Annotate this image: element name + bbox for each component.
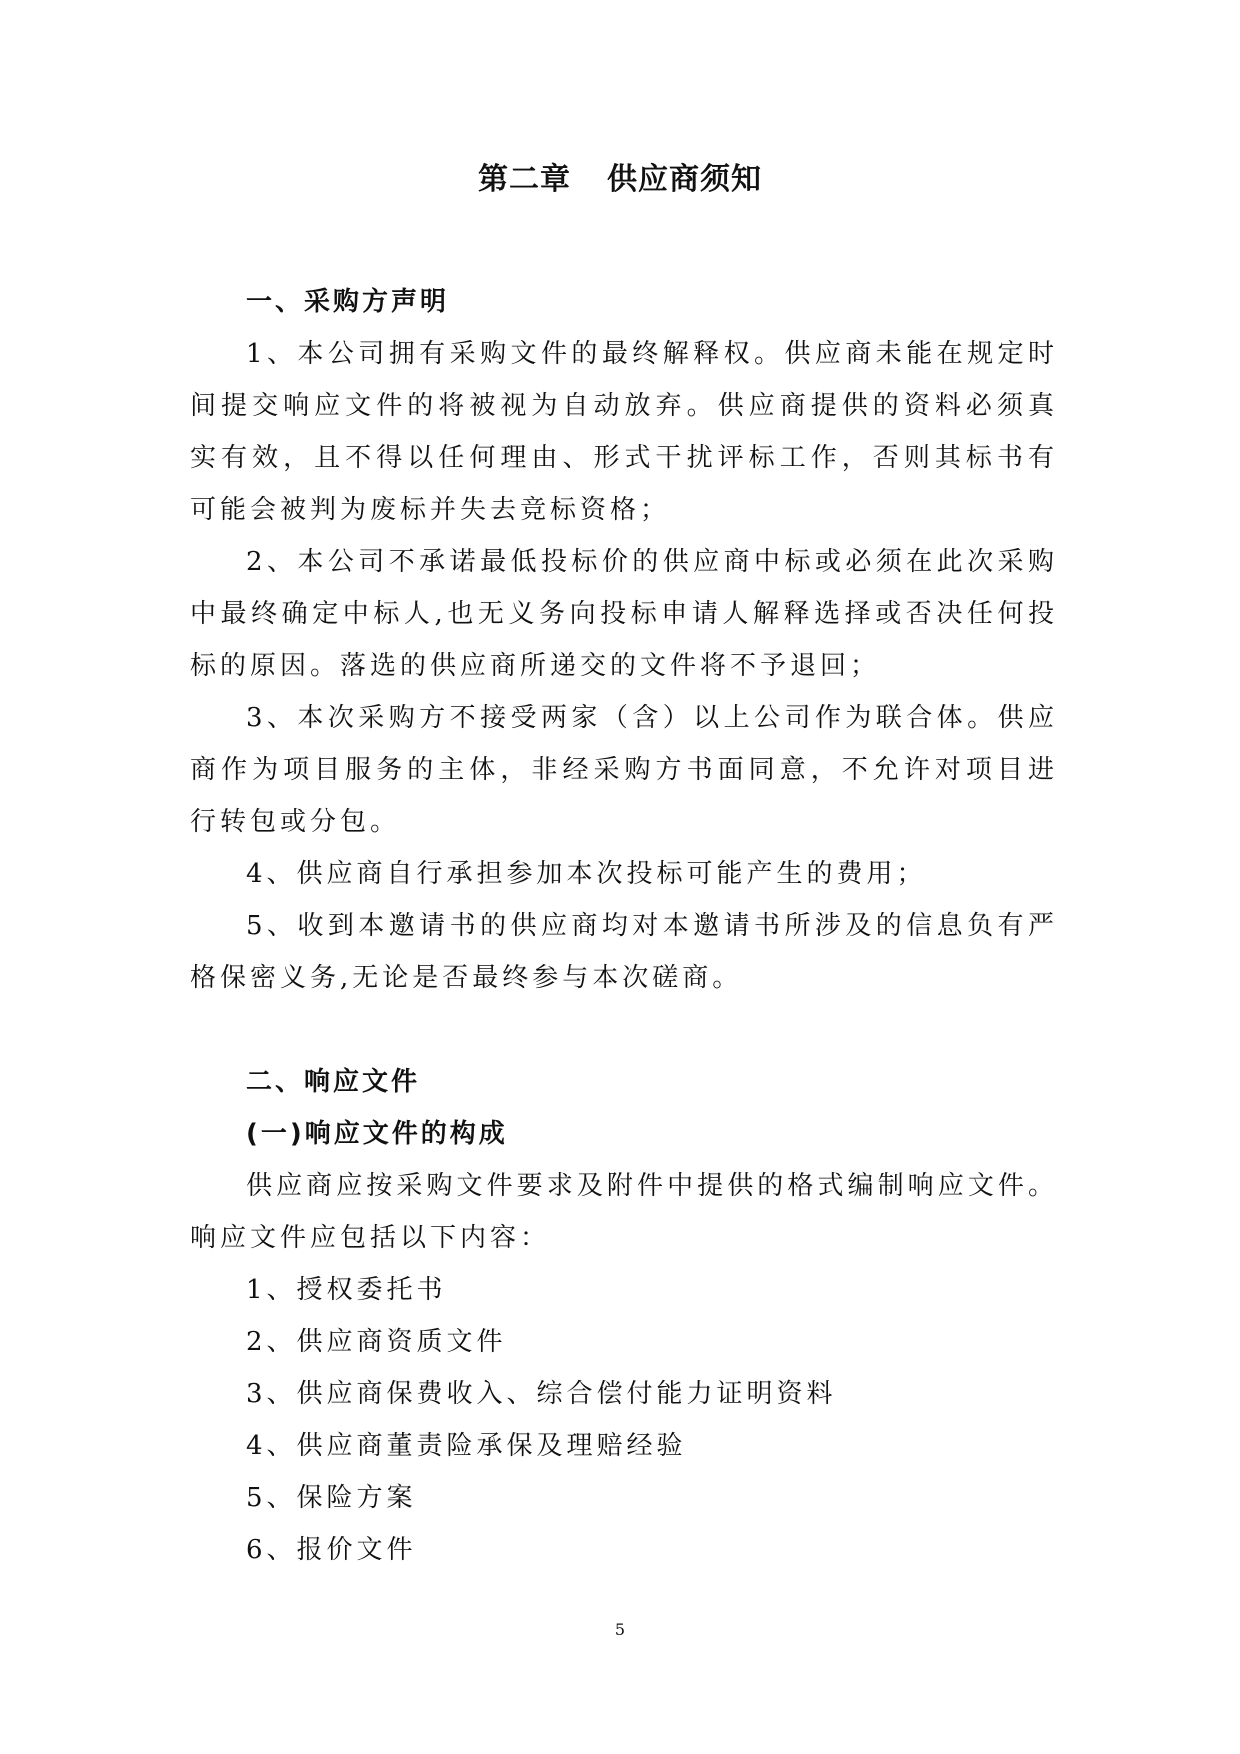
- section-gap: [190, 1004, 1058, 1056]
- chapter-name: 供应商须知: [607, 162, 762, 197]
- subsection-heading-composition: (一)响应文件的构成: [246, 1119, 508, 1149]
- list-item-document-3: 3、供应商保费收入、综合偿付能力证明资料: [246, 1379, 837, 1409]
- section-heading-purchaser-statement: 一、采购方声明: [246, 287, 450, 317]
- list-item-document-5: 5、保险方案: [246, 1483, 417, 1513]
- document-body: [190, 276, 1058, 1576]
- chapter-number: 第二章: [478, 162, 571, 197]
- list-item-document-1: 1、授权委托书: [246, 1275, 447, 1305]
- list-item-document-6: 6、报价文件: [246, 1535, 417, 1565]
- page-number: 5: [614, 1620, 626, 1639]
- paragraph-statement-1: 1、本公司拥有采购文件的最终解释权。供应商未能在规定时间提交响应文件的将被视为自动放弃。供应商提供的资料必须真实有效，且不得以任何理由、形式干扰评标工作，否则其标书有可能会被判为废标并失去竞标资格；: [190, 339, 1058, 525]
- chapter-title: [0, 160, 1240, 200]
- section-heading-response-documents: 二、响应文件: [246, 1067, 421, 1097]
- paragraph-statement-2: 2、本公司不承诺最低投标价的供应商中标或必须在此次采购中最终确定中标人,也无义务向投标申请人解释选择或否决任何投标的原因。落选的供应商所递交的文件将不予退回；: [190, 547, 1058, 681]
- paragraph-statement-3: 3、本次采购方不接受两家（含）以上公司作为联合体。供应商作为项目服务的主体，非经采购方书面同意，不允许对项目进行转包或分包。: [190, 703, 1058, 837]
- list-item-document-2: 2、供应商资质文件: [246, 1327, 507, 1357]
- paragraph-statement-4: 4、供应商自行承担参加本次投标可能产生的费用；: [246, 859, 927, 889]
- paragraph-composition-intro: 供应商应按采购文件要求及附件中提供的格式编制响应文件。响应文件应包括以下内容：: [190, 1171, 1058, 1253]
- list-item-document-4: 4、供应商董责险承保及理赔经验: [246, 1431, 687, 1461]
- paragraph-statement-5: 5、收到本邀请书的供应商均对本邀请书所涉及的信息负有严格保密义务,无论是否最终参与本次磋商。: [190, 911, 1058, 993]
